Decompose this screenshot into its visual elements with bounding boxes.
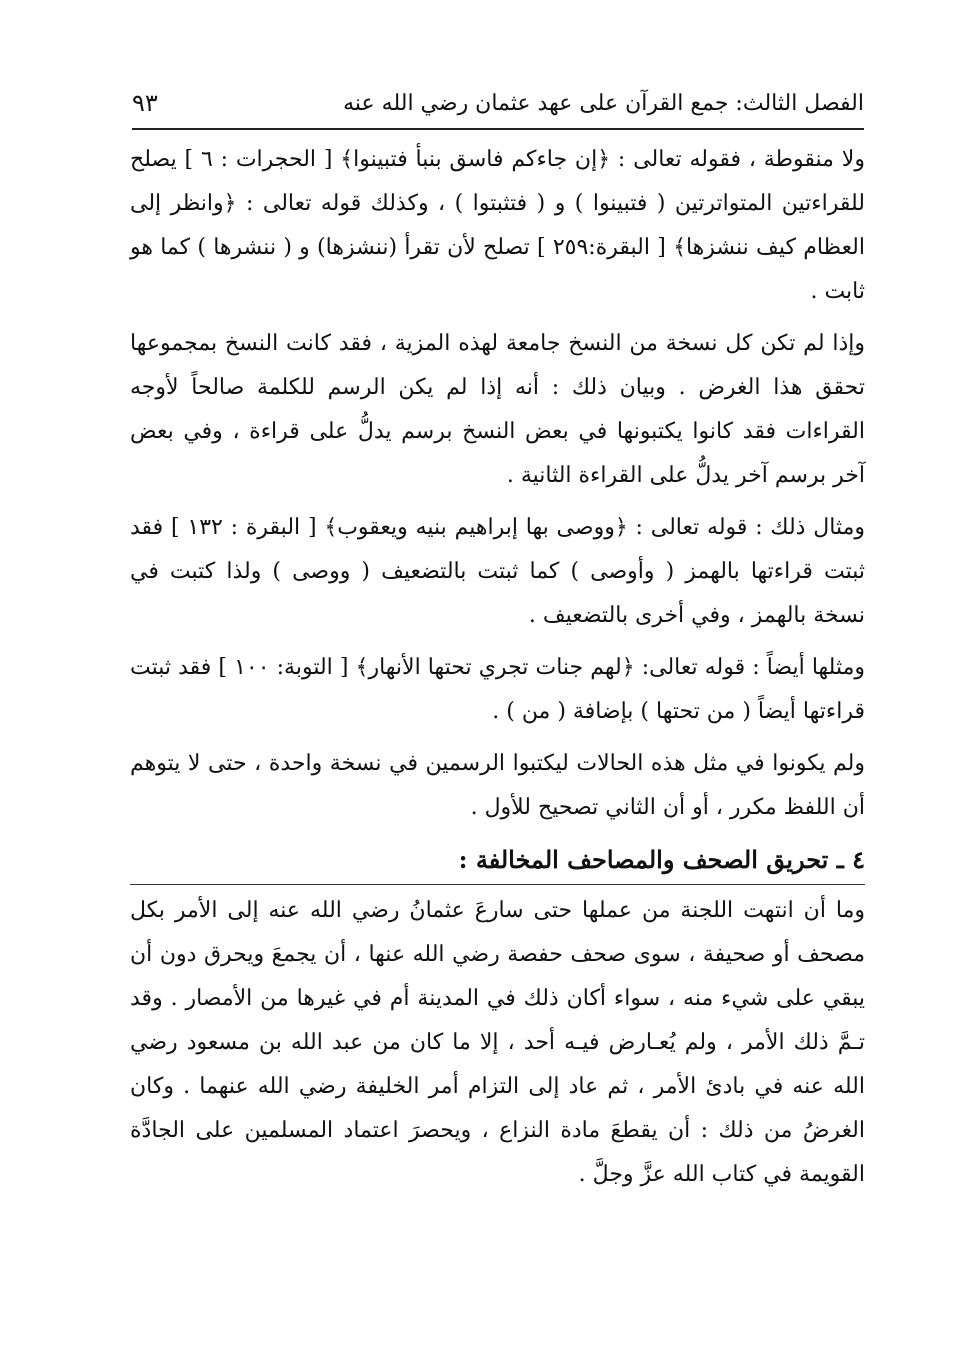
paragraph-1: ولا منقوطة ، فقوله تعالى : ﴿إن جاءكم فاسق بنبأ فتبينوا﴾ [ الحجرات : ٦ ] يصلح للقراءتين المتواترتين ( فتبينوا ) و ( فتثبتوا ) ، وكذلك قوله تعالى : ﴿وانظر إلى العظام كيف ننشزها﴾ [ البقرة:٢٥٩ ] تصلح لأن تقرأ (ننشزها) و ( ننشرها ) كما هو ثابت . xyxy=(130,147,865,304)
page-header xyxy=(132,78,864,130)
page-body xyxy=(130,138,865,1205)
section-heading: ٤ ـ تحريق الصحف والمصاحف المخالفة : xyxy=(130,838,865,885)
running-title: الفصل الثالث: جمع القرآن على عهد عثمان رضي الله عنه xyxy=(343,90,864,116)
page-number: ٩٣ xyxy=(132,89,158,117)
paragraph-4: ومثلها أيضاً : قوله تعالى: ﴿لهم جنات تجري تحتها الأنهار﴾ [ التوبة: ١٠٠ ] فقد ثبتت قراءتها أيضاً ( من تحتها ) بإضافة ( من ) . xyxy=(130,655,865,724)
paragraph-2: وإذا لم تكن كل نسخة من النسخ جامعة لهذه المزية ، فقد كانت النسخ بمجموعها تحقق هذا الغرض . وبيان ذلك : أنه إذا لم يكن الرسم للكلمة صالحاً لأوجه القراءات فقد كانوا يكتبونها في بعض النسخ برسم يدلُّ على قراءة ، وفي بعض آخر برسم آخر يدلُّ على القراءة الثانية . xyxy=(130,331,865,488)
section-paragraph: وما أن انتهت اللجنة من عملها حتى سارعَ عثمانُ رضي الله عنه إلى الأمر بكل مصحف أو صحيفة ، سوى صحف حفصة رضي الله عنها ، أن يجمعَ ويحرق دون أن يبقي على شيء منه ، سواء أكان ذلك في المدينة أم في غيرها من الأمصار . وقد تـمَّ ذلك الأمر ، ولم يُعـارض فيـه أحد ، إلا ما كان من عبد الله بن مسعود رضي الله عنه في بادئ الأمر ، ثم عاد إلى التزام أمر الخليفة رضي الله عنهما . وكان الغرضُ من ذلك : أن يقطعَ مادة النزاع ، ويحصرَ اعتماد المسلمين على الجادَّة القويمة في كتاب الله عزَّ وجلَّ . xyxy=(130,898,865,1187)
paragraph-5: ولم يكونوا في مثل هذه الحالات ليكتبوا الرسمين في نسخة واحدة ، حتى لا يتوهم أن اللفظ مكرر ، أو أن الثاني تصحيح للأول . xyxy=(130,751,865,820)
paragraph-3: ومثال ذلك : قوله تعالى : ﴿ووصى بها إبراهيم بنيه ويعقوب﴾ [ البقرة : ١٣٢ ] فقد ثبتت قراءتها بالهمز ( وأوصى ) كما ثبتت بالتضعيف ( ووصى ) ولذا كتبت في نسخة بالهمز ، وفي أخرى بالتضعيف . xyxy=(130,515,866,628)
